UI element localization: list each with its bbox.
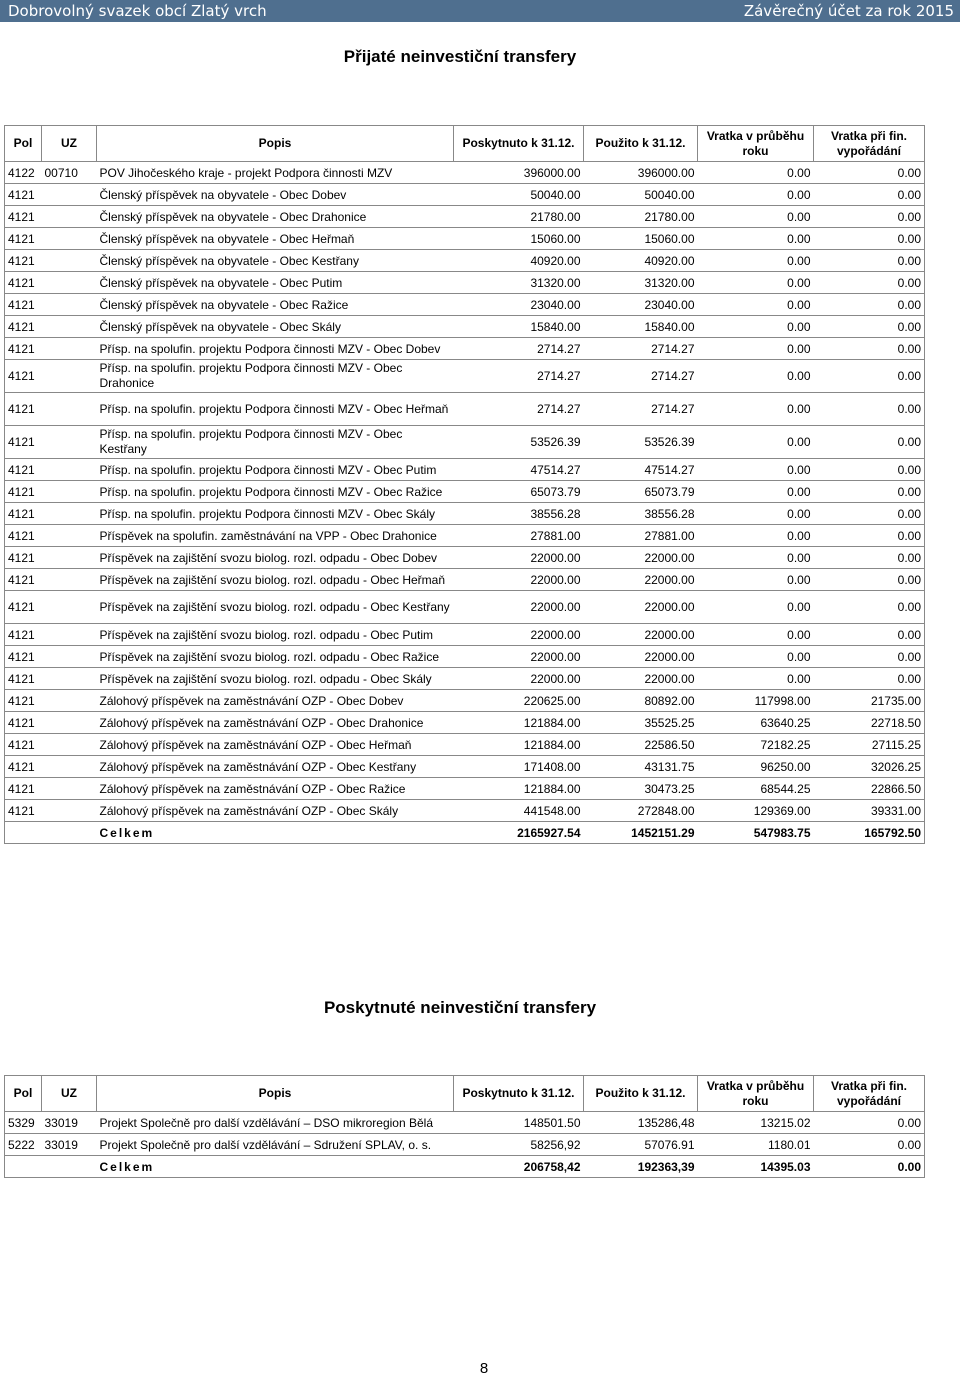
column-header-vratka-prubeh: Vratka v průběhu roku — [698, 126, 814, 162]
table-row — [5, 800, 925, 822]
cell-vratka-fin: 0.00 — [814, 624, 925, 646]
table-row — [5, 712, 925, 734]
cell-pouzito: 50040.00 — [584, 184, 698, 206]
table-row — [5, 426, 925, 459]
cell-uz — [42, 481, 97, 503]
cell-pol: 4121 — [5, 294, 42, 316]
table-row — [5, 272, 925, 294]
table-row — [5, 569, 925, 591]
column-header-popis: Popis — [97, 126, 454, 162]
cell-pol: 4121 — [5, 547, 42, 569]
column-header-uz: UZ — [42, 1076, 97, 1112]
cell-pol: 5329 — [5, 1112, 42, 1134]
total-poskytnuto: 2165927.54 — [454, 822, 584, 844]
cell-uz — [42, 393, 97, 426]
received-transfers-title: Přijaté neinvestiční transfery — [343, 47, 577, 66]
cell-uz — [42, 800, 97, 822]
cell-pouzito: 22000.00 — [584, 668, 698, 690]
cell-poskytnuto: 22000.00 — [454, 668, 584, 690]
cell-vratka-fin: 0.00 — [814, 569, 925, 591]
cell-popis: Přísp. na spolufin. projektu Podpora činnosti MZV - Obec Skály — [97, 503, 454, 525]
cell-pouzito: 38556.28 — [584, 503, 698, 525]
cell-poskytnuto: 22000.00 — [454, 569, 584, 591]
table-row — [5, 316, 925, 338]
cell-vratka-fin: 0.00 — [814, 250, 925, 272]
cell-vratka-prubeh: 68544.25 — [698, 778, 814, 800]
cell-vratka-prubeh: 0.00 — [698, 393, 814, 426]
cell-poskytnuto: 38556.28 — [454, 503, 584, 525]
column-header-vratka-fin: Vratka při fin. vypořádání — [814, 1076, 925, 1112]
cell-vratka-prubeh: 0.00 — [698, 272, 814, 294]
cell-pol: 4121 — [5, 272, 42, 294]
table-row — [5, 690, 925, 712]
cell-vratka-prubeh: 0.00 — [698, 294, 814, 316]
cell-pouzito: 15840.00 — [584, 316, 698, 338]
cell-vratka-prubeh: 0.00 — [698, 646, 814, 668]
table-row — [5, 1112, 925, 1134]
cell-vratka-fin: 32026.25 — [814, 756, 925, 778]
cell-pouzito: 15060.00 — [584, 228, 698, 250]
cell-uz — [42, 250, 97, 272]
cell-pouzito: 22000.00 — [584, 569, 698, 591]
cell-vratka-prubeh: 0.00 — [698, 250, 814, 272]
cell-pouzito: 31320.00 — [584, 272, 698, 294]
table-row — [5, 206, 925, 228]
received-transfers-body — [5, 162, 925, 844]
total-row — [5, 1156, 925, 1178]
cell-pol: 4121 — [5, 481, 42, 503]
cell-poskytnuto: 441548.00 — [454, 800, 584, 822]
cell-poskytnuto: 40920.00 — [454, 250, 584, 272]
cell-poskytnuto: 21780.00 — [454, 206, 584, 228]
cell-uz — [42, 822, 97, 844]
cell-vratka-fin: 0.00 — [814, 360, 925, 393]
cell-pouzito: 2714.27 — [584, 338, 698, 360]
column-header-poskytnuto: Poskytnuto k 31.12. — [454, 1076, 584, 1112]
cell-vratka-prubeh: 0.00 — [698, 569, 814, 591]
total-poskytnuto: 206758,42 — [454, 1156, 584, 1178]
cell-vratka-fin: 39331.00 — [814, 800, 925, 822]
cell-poskytnuto: 2714.27 — [454, 338, 584, 360]
cell-uz — [42, 547, 97, 569]
cell-vratka-prubeh: 0.00 — [698, 624, 814, 646]
column-header-pouzito: Použito k 31.12. — [584, 1076, 698, 1112]
cell-vratka-fin: 21735.00 — [814, 690, 925, 712]
cell-vratka-fin: 0.00 — [814, 525, 925, 547]
cell-pouzito: 80892.00 — [584, 690, 698, 712]
cell-vratka-fin: 0.00 — [814, 1134, 925, 1156]
cell-uz — [42, 668, 97, 690]
cell-pol: 4121 — [5, 778, 42, 800]
table-row — [5, 338, 925, 360]
cell-vratka-prubeh: 0.00 — [698, 481, 814, 503]
column-header-vratka-prubeh: Vratka v průběhu roku — [698, 1076, 814, 1112]
cell-pouzito: 272848.00 — [584, 800, 698, 822]
cell-poskytnuto: 2714.27 — [454, 393, 584, 426]
cell-uz — [42, 426, 97, 459]
cell-popis: Přísp. na spolufin. projektu Podpora činnosti MZV - Obec Drahonice — [97, 360, 454, 393]
organization-name: Dobrovolný svazek obcí Zlatý vrch — [8, 2, 267, 20]
cell-vratka-fin: 0.00 — [814, 547, 925, 569]
cell-pol: 4121 — [5, 503, 42, 525]
total-label: Celkem — [97, 822, 454, 844]
cell-popis: Členský příspěvek na obyvatele - Obec Kestřany — [97, 250, 454, 272]
cell-uz: 00710 — [42, 162, 97, 184]
cell-poskytnuto: 50040.00 — [454, 184, 584, 206]
cell-uz — [42, 459, 97, 481]
cell-vratka-fin: 0.00 — [814, 184, 925, 206]
cell-vratka-prubeh: 72182.25 — [698, 734, 814, 756]
cell-pol: 4121 — [5, 459, 42, 481]
cell-vratka-prubeh: 129369.00 — [698, 800, 814, 822]
cell-uz — [42, 624, 97, 646]
cell-vratka-prubeh: 0.00 — [698, 547, 814, 569]
total-pouzito: 192363,39 — [584, 1156, 698, 1178]
cell-pol: 4121 — [5, 646, 42, 668]
cell-popis: Příspěvek na zajištění svozu biolog. rozl. odpadu - Obec Heřmaň — [97, 569, 454, 591]
cell-popis: Zálohový příspěvek na zaměstnávání OZP - Obec Drahonice — [97, 712, 454, 734]
cell-uz — [42, 778, 97, 800]
column-header-poskytnuto: Poskytnuto k 31.12. — [454, 126, 584, 162]
cell-pouzito: 22586.50 — [584, 734, 698, 756]
table-row — [5, 547, 925, 569]
cell-pol: 4121 — [5, 569, 42, 591]
cell-pouzito: 135286,48 — [584, 1112, 698, 1134]
cell-vratka-fin: 0.00 — [814, 503, 925, 525]
cell-pol: 4121 — [5, 393, 42, 426]
cell-vratka-fin: 27115.25 — [814, 734, 925, 756]
table-row — [5, 668, 925, 690]
cell-poskytnuto: 220625.00 — [454, 690, 584, 712]
cell-poskytnuto: 396000.00 — [454, 162, 584, 184]
cell-popis: Přísp. na spolufin. projektu Podpora činnosti MZV - Obec Putim — [97, 459, 454, 481]
cell-uz — [42, 712, 97, 734]
cell-pol: 4121 — [5, 591, 42, 624]
table-row — [5, 734, 925, 756]
cell-pouzito: 22000.00 — [584, 624, 698, 646]
cell-vratka-fin: 0.00 — [814, 459, 925, 481]
cell-vratka-prubeh: 1180.01 — [698, 1134, 814, 1156]
received-transfers-table — [4, 125, 925, 844]
cell-pol: 4121 — [5, 668, 42, 690]
cell-uz — [42, 294, 97, 316]
cell-popis: Přísp. na spolufin. projektu Podpora činnosti MZV - Obec Dobev — [97, 338, 454, 360]
cell-popis: Příspěvek na spolufin. zaměstnávání na VPP - Obec Drahonice — [97, 525, 454, 547]
cell-popis: Členský příspěvek na obyvatele - Obec Drahonice — [97, 206, 454, 228]
cell-popis: Členský příspěvek na obyvatele - Obec Heřmaň — [97, 228, 454, 250]
cell-uz — [42, 1156, 97, 1178]
cell-uz — [42, 756, 97, 778]
cell-poskytnuto: 53526.39 — [454, 426, 584, 459]
cell-uz — [42, 525, 97, 547]
cell-poskytnuto: 65073.79 — [454, 481, 584, 503]
cell-vratka-prubeh: 0.00 — [698, 668, 814, 690]
cell-popis: Zálohový příspěvek na zaměstnávání OZP - Obec Dobev — [97, 690, 454, 712]
cell-pouzito: 2714.27 — [584, 393, 698, 426]
cell-pouzito: 27881.00 — [584, 525, 698, 547]
cell-popis: Zálohový příspěvek na zaměstnávání OZP - Obec Skály — [97, 800, 454, 822]
cell-poskytnuto: 2714.27 — [454, 360, 584, 393]
cell-pouzito: 30473.25 — [584, 778, 698, 800]
cell-popis: Zálohový příspěvek na zaměstnávání OZP - Obec Kestřany — [97, 756, 454, 778]
cell-poskytnuto: 22000.00 — [454, 591, 584, 624]
cell-uz — [42, 184, 97, 206]
cell-vratka-fin: 0.00 — [814, 646, 925, 668]
cell-poskytnuto: 171408.00 — [454, 756, 584, 778]
cell-vratka-prubeh: 0.00 — [698, 591, 814, 624]
cell-poskytnuto: 27881.00 — [454, 525, 584, 547]
cell-vratka-prubeh: 0.00 — [698, 162, 814, 184]
cell-uz — [42, 690, 97, 712]
cell-pouzito: 40920.00 — [584, 250, 698, 272]
cell-poskytnuto: 47514.27 — [454, 459, 584, 481]
cell-poskytnuto: 148501.50 — [454, 1112, 584, 1134]
table-row — [5, 162, 925, 184]
cell-popis: Zálohový příspěvek na zaměstnávání OZP - Obec Ražice — [97, 778, 454, 800]
table-row — [5, 646, 925, 668]
cell-vratka-prubeh: 0.00 — [698, 360, 814, 393]
cell-popis: Přísp. na spolufin. projektu Podpora činnosti MZV - Obec Ražice — [97, 481, 454, 503]
cell-vratka-fin: 0.00 — [814, 272, 925, 294]
cell-pol: 4121 — [5, 624, 42, 646]
cell-uz — [42, 569, 97, 591]
cell-pol: 4122 — [5, 162, 42, 184]
cell-uz — [42, 360, 97, 393]
cell-vratka-prubeh: 0.00 — [698, 338, 814, 360]
provided-transfers-body — [5, 1112, 925, 1178]
cell-poskytnuto: 15060.00 — [454, 228, 584, 250]
cell-uz: 33019 — [42, 1134, 97, 1156]
cell-popis: Členský příspěvek na obyvatele - Obec Ražice — [97, 294, 454, 316]
cell-pol: 4121 — [5, 800, 42, 822]
cell-pol: 4121 — [5, 184, 42, 206]
total-label: Celkem — [97, 1156, 454, 1178]
cell-vratka-fin: 0.00 — [814, 1112, 925, 1134]
cell-pol: 4121 — [5, 360, 42, 393]
cell-pol — [5, 822, 42, 844]
cell-vratka-fin: 0.00 — [814, 481, 925, 503]
table-row — [5, 294, 925, 316]
total-pouzito: 1452151.29 — [584, 822, 698, 844]
total-vratka-fin: 165792.50 — [814, 822, 925, 844]
table-row — [5, 360, 925, 393]
cell-uz — [42, 503, 97, 525]
cell-pol: 4121 — [5, 250, 42, 272]
cell-vratka-fin: 22866.50 — [814, 778, 925, 800]
cell-pol: 4121 — [5, 426, 42, 459]
cell-vratka-fin: 0.00 — [814, 426, 925, 459]
cell-pol: 4121 — [5, 228, 42, 250]
cell-poskytnuto: 121884.00 — [454, 734, 584, 756]
cell-vratka-fin: 0.00 — [814, 338, 925, 360]
cell-pol: 4121 — [5, 338, 42, 360]
total-vratka-prubeh: 14395.03 — [698, 1156, 814, 1178]
table-row — [5, 228, 925, 250]
total-vratka-prubeh: 547983.75 — [698, 822, 814, 844]
document-header — [0, 0, 960, 22]
cell-popis: Příspěvek na zajištění svozu biolog. rozl. odpadu - Obec Dobev — [97, 547, 454, 569]
provided-transfers-table — [4, 1075, 925, 1178]
table-row — [5, 481, 925, 503]
cell-popis: Příspěvek na zajištění svozu biolog. rozl. odpadu - Obec Skály — [97, 668, 454, 690]
cell-popis: Členský příspěvek na obyvatele - Obec Dobev — [97, 184, 454, 206]
cell-uz — [42, 646, 97, 668]
cell-pouzito: 22000.00 — [584, 547, 698, 569]
cell-pol: 4121 — [5, 525, 42, 547]
cell-vratka-prubeh: 0.00 — [698, 206, 814, 228]
cell-uz — [42, 734, 97, 756]
cell-vratka-prubeh: 0.00 — [698, 426, 814, 459]
table-row — [5, 250, 925, 272]
cell-vratka-prubeh: 0.00 — [698, 459, 814, 481]
table-row — [5, 525, 925, 547]
cell-popis: Přísp. na spolufin. projektu Podpora činnosti MZV - Obec Kestřany — [97, 426, 454, 459]
table-row — [5, 459, 925, 481]
cell-popis: Členský příspěvek na obyvatele - Obec Skály — [97, 316, 454, 338]
cell-vratka-prubeh: 0.00 — [698, 184, 814, 206]
cell-pol: 5222 — [5, 1134, 42, 1156]
column-header-popis: Popis — [97, 1076, 454, 1112]
cell-poskytnuto: 23040.00 — [454, 294, 584, 316]
cell-pouzito: 22000.00 — [584, 646, 698, 668]
cell-pol: 4121 — [5, 690, 42, 712]
cell-pouzito: 57076.91 — [584, 1134, 698, 1156]
cell-pol: 4121 — [5, 206, 42, 228]
cell-popis: Přísp. na spolufin. projektu Podpora činnosti MZV - Obec Heřmaň — [97, 393, 454, 426]
table-row — [5, 503, 925, 525]
cell-pol: 4121 — [5, 712, 42, 734]
table-row — [5, 591, 925, 624]
column-header-pol: Pol — [5, 126, 42, 162]
cell-vratka-fin: 0.00 — [814, 162, 925, 184]
cell-pol: 4121 — [5, 316, 42, 338]
cell-pouzito: 23040.00 — [584, 294, 698, 316]
cell-uz — [42, 591, 97, 624]
cell-poskytnuto: 15840.00 — [454, 316, 584, 338]
cell-pol: 4121 — [5, 756, 42, 778]
table-row — [5, 184, 925, 206]
cell-poskytnuto: 31320.00 — [454, 272, 584, 294]
cell-poskytnuto: 58256,92 — [454, 1134, 584, 1156]
cell-vratka-fin: 0.00 — [814, 228, 925, 250]
column-header-pol: Pol — [5, 1076, 42, 1112]
cell-poskytnuto: 121884.00 — [454, 778, 584, 800]
cell-vratka-fin: 22718.50 — [814, 712, 925, 734]
table-row — [5, 393, 925, 426]
total-vratka-fin: 0.00 — [814, 1156, 925, 1178]
cell-vratka-prubeh: 63640.25 — [698, 712, 814, 734]
cell-vratka-fin: 0.00 — [814, 591, 925, 624]
cell-popis: Projekt Společně pro další vzdělávání – Sdružení SPLAV, o. s. — [97, 1134, 454, 1156]
report-title: Závěrečný účet za rok 2015 — [743, 2, 954, 20]
cell-pouzito: 43131.75 — [584, 756, 698, 778]
cell-popis: Příspěvek na zajištění svozu biolog. rozl. odpadu - Obec Putim — [97, 624, 454, 646]
page-number: 8 — [479, 1360, 489, 1377]
cell-poskytnuto: 22000.00 — [454, 547, 584, 569]
column-header-vratka-fin: Vratka při fin. vypořádání — [814, 126, 925, 162]
cell-uz: 33019 — [42, 1112, 97, 1134]
table-row — [5, 624, 925, 646]
total-row — [5, 822, 925, 844]
table-row — [5, 778, 925, 800]
cell-pol: 4121 — [5, 734, 42, 756]
cell-pouzito: 35525.25 — [584, 712, 698, 734]
cell-vratka-prubeh: 117998.00 — [698, 690, 814, 712]
cell-vratka-fin: 0.00 — [814, 668, 925, 690]
cell-vratka-prubeh: 0.00 — [698, 316, 814, 338]
cell-pouzito: 53526.39 — [584, 426, 698, 459]
cell-uz — [42, 206, 97, 228]
table-row — [5, 1134, 925, 1156]
cell-popis: Příspěvek na zajištění svozu biolog. rozl. odpadu - Obec Kestřany — [97, 591, 454, 624]
table-header-row — [5, 1076, 925, 1112]
cell-vratka-fin: 0.00 — [814, 393, 925, 426]
cell-pouzito: 396000.00 — [584, 162, 698, 184]
cell-uz — [42, 316, 97, 338]
cell-pouzito: 47514.27 — [584, 459, 698, 481]
cell-popis: Členský příspěvek na obyvatele - Obec Putim — [97, 272, 454, 294]
cell-uz — [42, 272, 97, 294]
cell-pouzito: 22000.00 — [584, 591, 698, 624]
cell-poskytnuto: 22000.00 — [454, 646, 584, 668]
table-header-row — [5, 126, 925, 162]
cell-popis: Zálohový příspěvek na zaměstnávání OZP - Obec Heřmaň — [97, 734, 454, 756]
cell-vratka-fin: 0.00 — [814, 316, 925, 338]
cell-poskytnuto: 22000.00 — [454, 624, 584, 646]
cell-pol — [5, 1156, 42, 1178]
cell-pouzito: 21780.00 — [584, 206, 698, 228]
column-header-uz: UZ — [42, 126, 97, 162]
cell-popis: Příspěvek na zajištění svozu biolog. rozl. odpadu - Obec Ražice — [97, 646, 454, 668]
cell-popis: POV Jihočeského kraje - projekt Podpora činnosti MZV — [97, 162, 454, 184]
provided-transfers-title: Poskytnuté neinvestiční transfery — [323, 998, 597, 1017]
cell-vratka-prubeh: 13215.02 — [698, 1112, 814, 1134]
cell-vratka-fin: 0.00 — [814, 294, 925, 316]
cell-poskytnuto: 121884.00 — [454, 712, 584, 734]
cell-uz — [42, 228, 97, 250]
cell-vratka-prubeh: 0.00 — [698, 525, 814, 547]
cell-vratka-prubeh: 96250.00 — [698, 756, 814, 778]
column-header-pouzito: Použito k 31.12. — [584, 126, 698, 162]
cell-vratka-fin: 0.00 — [814, 206, 925, 228]
cell-vratka-prubeh: 0.00 — [698, 503, 814, 525]
cell-vratka-prubeh: 0.00 — [698, 228, 814, 250]
cell-pouzito: 65073.79 — [584, 481, 698, 503]
cell-popis: Projekt Společně pro další vzdělávání – DSO mikroregion Bělá — [97, 1112, 454, 1134]
cell-pouzito: 2714.27 — [584, 360, 698, 393]
cell-uz — [42, 338, 97, 360]
table-row — [5, 756, 925, 778]
